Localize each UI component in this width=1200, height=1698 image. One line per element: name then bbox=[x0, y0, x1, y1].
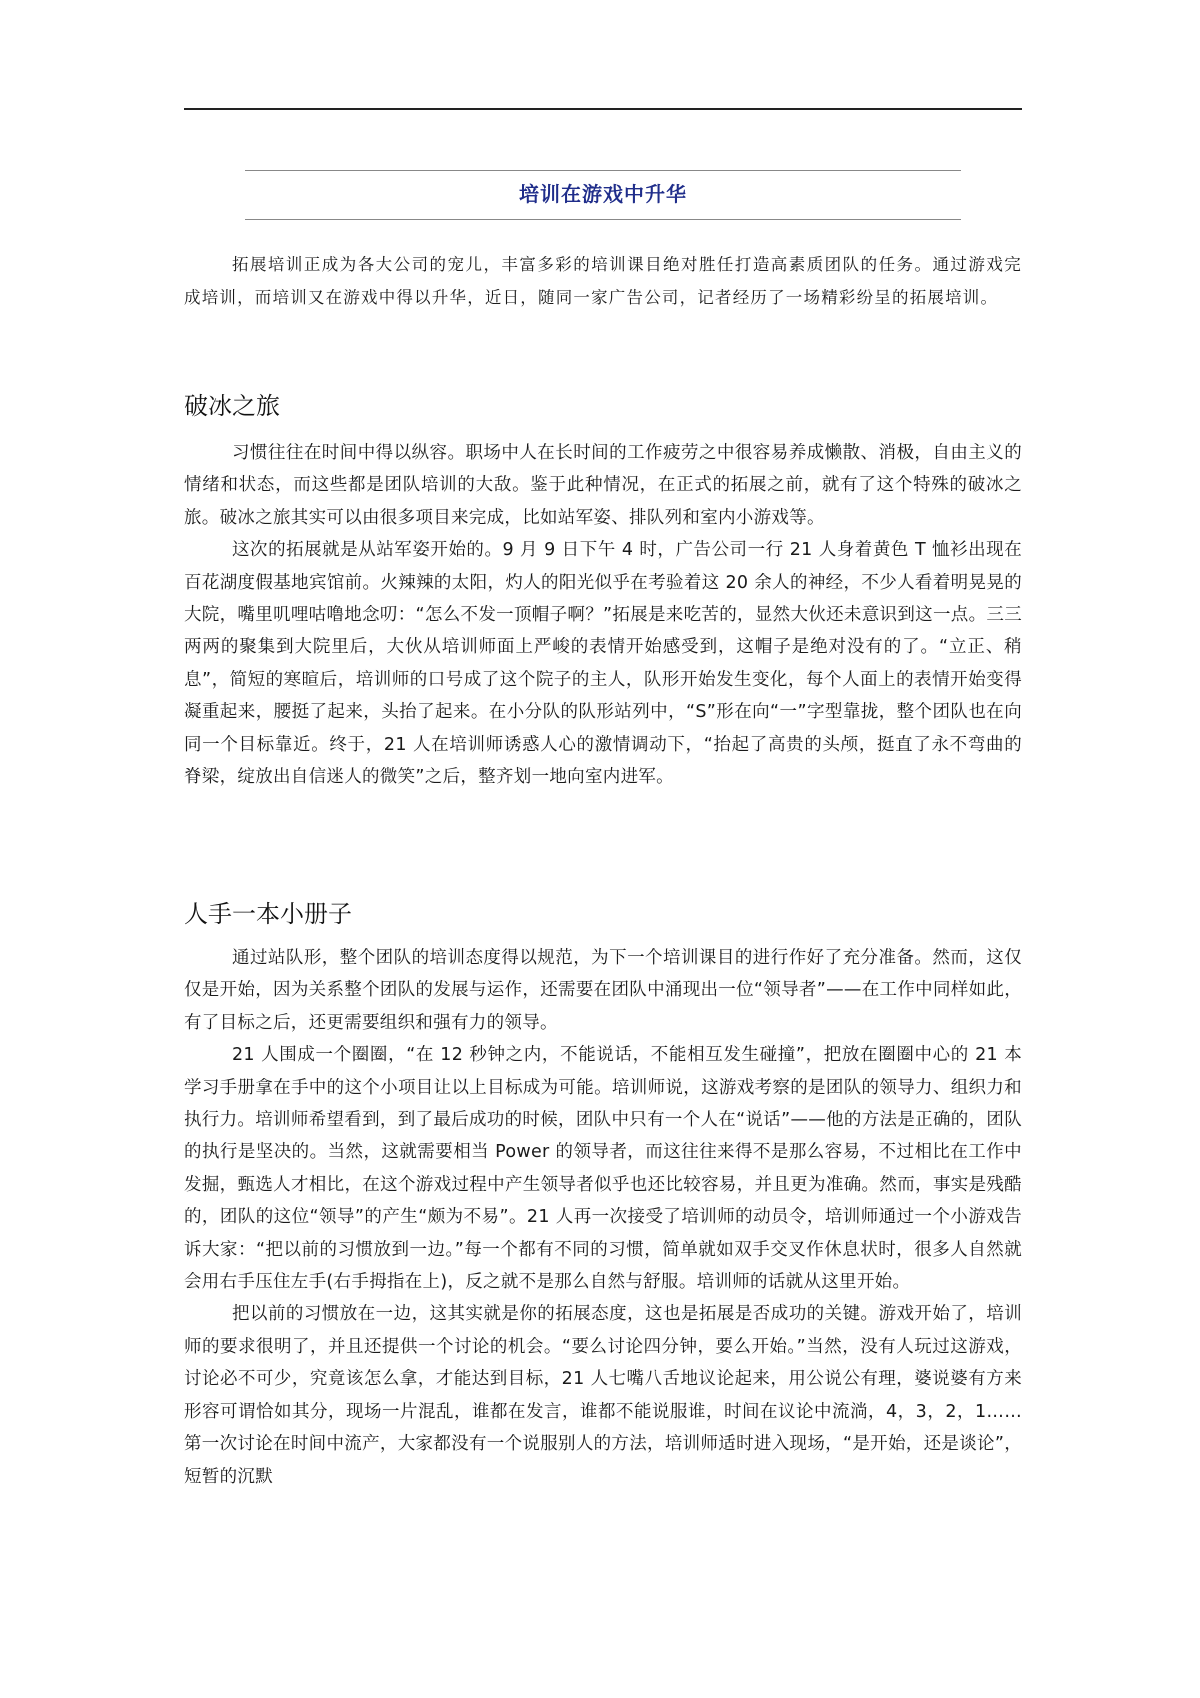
section-body-icebreaker bbox=[184, 437, 1022, 793]
title-rule-bottom bbox=[245, 219, 961, 220]
document-title: 培训在游戏中升华 bbox=[519, 182, 687, 206]
section-heading-icebreaker: 破冰之旅 bbox=[184, 392, 280, 420]
body-paragraph: 通过站队形，整个团队的培训态度得以规范，为下一个培训课目的进行作好了充分准备。然而，这仅仅是开始，因为关系整个团队的发展与运作，还需要在团队中涌现出一位“领导者”——在工作中同样如此，有了目标之后，还更需要组织和强有力的领导。 bbox=[184, 948, 1022, 1033]
body-paragraph: 21 人围成一个圈圈，“在 12 秒钟之内，不能说话，不能相互发生碰撞”，把放在圈圈中心的 21 本学习手册拿在手中的这个小项目让以上目标成为可能。培训师说，这游戏考察的是团队的领导力、组织力和执行力。培训师希望看到，到了最后成功的时候，团队中只有一个人在“说话”——他的方法是正确的，团队的执行是坚决的。当然，这就需要相当 Power 的领导者，而这往往来得不是那么容易，不过相比在工作中发掘，甄选人才相比，在这个游戏过程中产生领导者似乎也还比较容易，并且更为准确。然而，事实是残酷的，团队的这位“领导”的产生“颇为不易”。21 人再一次接受了培训师的动员令，培训师通过一个小游戏告诉大家：“把以前的习惯放到一边。”每一个都有不同的习惯，简单就如双手交叉作休息状时，很多人自然就会用右手压住左手(右手拇指在上)，反之就不是那么自然与舒服。培训师的话就从这里开始。 bbox=[184, 1045, 1022, 1293]
header-rule bbox=[184, 108, 1022, 110]
intro-paragraph: 拓展培训正成为各大公司的宠儿，丰富多彩的培训课目绝对胜任打造高素质团队的任务。通过游戏完成培训，而培训又在游戏中得以升华，近日，随同一家广告公司，记者经历了一场精彩纷呈的拓展培训。 bbox=[184, 255, 1022, 307]
section-heading-booklet: 人手一本小册子 bbox=[184, 900, 352, 928]
section-body-booklet bbox=[184, 942, 1022, 1493]
body-paragraph: 习惯往往在时间中得以纵容。职场中人在长时间的工作疲劳之中很容易养成懒散、消极，自由主义的情绪和状态，而这些都是团队培训的大敌。鉴于此种情况，在正式的拓展之前，就有了这个特殊的破冰之旅。破冰之旅其实可以由很多项目来完成，比如站军姿、排队列和室内小游戏等。 bbox=[184, 443, 1022, 528]
body-paragraph: 把以前的习惯放在一边，这其实就是你的拓展态度，这也是拓展是否成功的关键。游戏开始了，培训师的要求很明了，并且还提供一个讨论的机会。“要么讨论四分钟，要么开始。”当然，没有人玩过这游戏，讨论必不可少，究竟该怎么拿，才能达到目标，21 人七嘴八舌地议论起来，用公说公有理，婆说婆有方来形容可谓恰如其分，现场一片混乱，谁都在发言，谁都不能说服谁，时间在议论中流淌，4，3，2，1……第一次讨论在时间中流产，大家都没有一个说服别人的方法，培训师适时进入现场，“是开始，还是谈论”，短暂的沉默 bbox=[184, 1304, 1022, 1487]
title-rule-top bbox=[245, 170, 961, 171]
body-paragraph: 这次的拓展就是从站军姿开始的。9 月 9 日下午 4 时，广告公司一行 21 人身着黄色 T 恤衫出现在百花湖度假基地宾馆前。火辣辣的太阳，灼人的阳光似乎在考验着这 20 余人的神经，不少人看着明晃晃的大院，嘴里叽哩咕噜地念叨：“怎么不发一顶帽子啊？”拓展是来吃苦的，显然大伙还未意识到这一点。三三两两的聚集到大院里后，大伙从培训师面上严峻的表情开始感受到，这帽子是绝对没有的了。“立正、稍息”，简短的寒暄后，培训师的口号成了这个院子的主人，队形开始发生变化，每个人面上的表情开始变得凝重起来，腰挺了起来，头抬了起来。在小分队的队形站列中，“S”形在向“一”字型靠拢，整个团队也在向同一个目标靠近。终于，21 人在培训师诱惑人心的激情调动下，“抬起了高贵的头颅，挺直了永不弯曲的脊梁，绽放出自信迷人的微笑”之后，整齐划一地向室内进军。 bbox=[184, 540, 1022, 788]
